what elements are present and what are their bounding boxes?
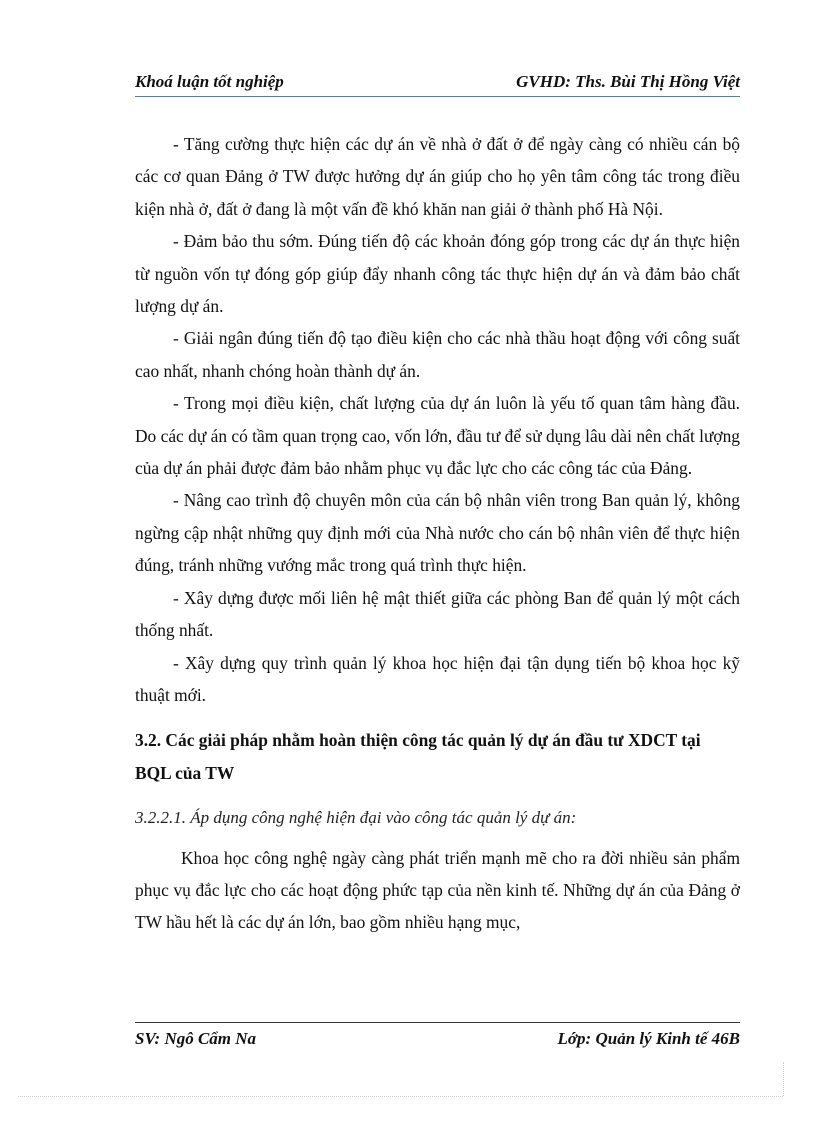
bullet-paragraph: - Xây dựng được mối liên hệ mật thiết giữa các phòng Ban để quản lý một cách thống nhất. [135,587,740,641]
section-heading: 3.2. Các giải pháp nhằm hoàn thiện công tác quản lý dự án đầu tư XDCT tại BQL của TW [135,730,701,783]
page-footer [135,1027,740,1053]
document-body [135,128,740,939]
bullet-paragraph: - Nâng cao trình độ chuyên môn của cán bộ nhân viên trong Ban quản lý, không ngừng cập nhật những quy định mới của Nhà nước cho cán bộ nhân viên để thực hiện đúng, tránh những vướng mắc trong quá trình thực hiện. [135,490,740,576]
bullet-paragraph: - Xây dựng quy trình quản lý khoa học hiện đại tận dụng tiến bộ khoa học kỹ thuật mới. [135,652,740,705]
bullet-paragraph: - Đảm bảo thu sớm. Đúng tiến độ các khoản đóng góp trong các dự án thực hiện từ nguồn vốn tự đóng góp giúp đẩy nhanh công tác thực hiện dự án và đảm bảo chất lượng dự án. [135,231,740,317]
bullet-paragraph: - Trong mọi điều kiện, chất lượng của dự án luôn là yếu tố quan tâm hàng đầu. Do các dự án có tầm quan trọng cao, vốn lớn, đầu tư để sử dụng lâu dài nên chất lượng của dự án phải được đảm bảo nhằm phục vụ đắc lực cho các công tác của Đảng. [135,393,740,479]
page-frame-right-border [783,1062,784,1096]
body-paragraph: Khoa học công nghệ ngày càng phát triển mạnh mẽ cho ra đời nhiều sản phẩm phục vụ đắc lực cho các hoạt động phức tạp của nền kinh tế. Những dự án của Đảng ở TW hầu hết là các dự án lớn, bao gồm nhiều hạng mục, [135,847,740,933]
header-supervisor: GVHD: Ths. Bùi Thị Hồng Việt [516,72,740,91]
footer-class-name: Lớp: Quản lý Kinh tế 46B [557,1029,740,1048]
page-header [135,70,740,96]
subsection-heading: 3.2.2.1. Áp dụng công nghệ hiện đại vào công tác quản lý dự án: [135,807,577,827]
footer-student-name: SV: Ngô Cẩm Na [135,1029,257,1048]
bullet-paragraph: - Giải ngân đúng tiến độ tạo điều kiện cho các nhà thầu hoạt động với công suất cao nhất, nhanh chóng hoàn thành dự án. [135,328,740,381]
header-divider [135,96,740,97]
bullet-paragraph: - Tăng cường thực hiện các dự án về nhà ở đất ở để ngày càng có nhiều cán bộ các cơ quan Đảng ở TW được hưởng dự án giúp cho họ yên tâm công tác trong điều kiện nhà ở, đất ở đang là một vấn đề khó khăn nan giải ở thành phố Hà Nội. [135,134,740,219]
footer-divider [135,1022,740,1023]
page-frame-bottom-border [18,1096,783,1097]
header-thesis-title: Khoá luận tốt nghiệp [135,72,284,91]
